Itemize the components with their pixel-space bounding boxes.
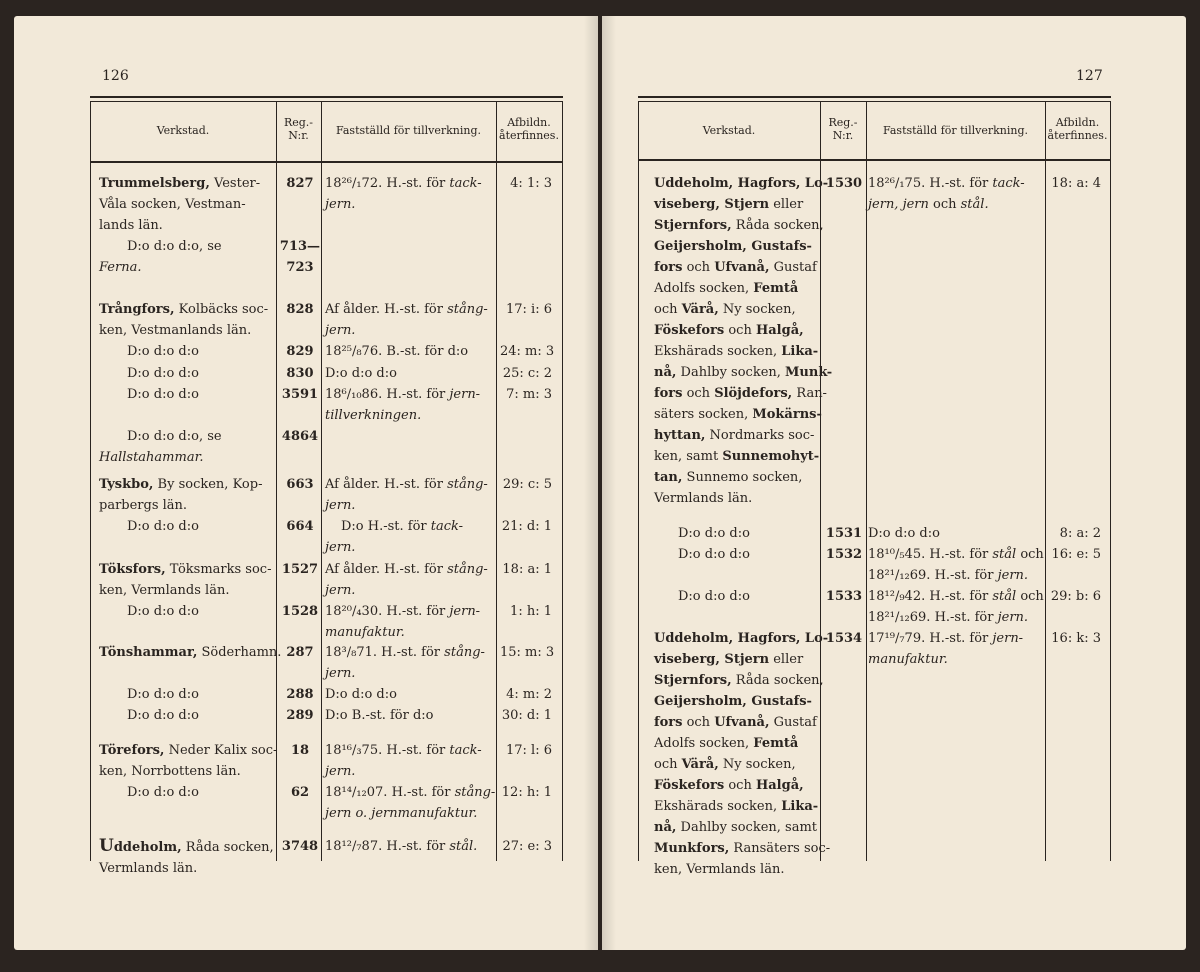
col-border-right bbox=[562, 101, 563, 861]
verk-name: Ufvanå, bbox=[714, 260, 770, 275]
reg-number: 4864 bbox=[281, 429, 319, 444]
verk-text: Ny socken, bbox=[718, 302, 796, 317]
faststald-italic: jern. bbox=[325, 764, 356, 779]
verk-name: Geijersholm, Gustafs- bbox=[654, 694, 812, 709]
reg-part: 713— bbox=[279, 239, 321, 254]
faststald-italic: jern. bbox=[325, 197, 356, 212]
verk-text: Töksmarks soc- bbox=[165, 562, 272, 577]
verk-line bbox=[654, 488, 820, 509]
reg-number: 1531 bbox=[825, 526, 863, 541]
faststald-italic: jern- bbox=[449, 604, 481, 619]
verk-name: Stjernfors, bbox=[654, 218, 732, 233]
verk-name: Lika- bbox=[781, 799, 819, 814]
verk-name: fors bbox=[654, 386, 683, 401]
faststald-text: 18¹²/₇87. H.-st. för bbox=[325, 839, 450, 854]
top-rule-thin bbox=[638, 101, 1111, 102]
faststald-text: 18³/₈71. H.-st. för bbox=[325, 645, 445, 660]
faststald-italic: stål. bbox=[449, 839, 478, 854]
verk-line bbox=[654, 733, 820, 754]
verk-line bbox=[654, 383, 827, 404]
right-page bbox=[602, 16, 1186, 950]
verkstad-cell bbox=[99, 299, 275, 341]
header-reg: Reg.- N:r. bbox=[283, 116, 314, 142]
header-verkstad: Verkstad. bbox=[156, 124, 210, 137]
verk-name: Stjernfors, bbox=[654, 673, 732, 688]
faststald-cell bbox=[325, 684, 497, 705]
verk-text: Ransäters soc- bbox=[729, 841, 831, 856]
ditto-text: D:o d:o d:o bbox=[127, 687, 199, 702]
verk-text: Sunnemo socken, bbox=[682, 470, 803, 485]
verk-line bbox=[654, 467, 820, 488]
verk-text: Vester- bbox=[209, 176, 261, 191]
verk-line bbox=[654, 215, 824, 236]
verk-initial: U bbox=[99, 836, 114, 856]
verk-line bbox=[654, 670, 824, 691]
faststald-italic: stål bbox=[992, 589, 1017, 604]
faststald-cell bbox=[325, 384, 497, 426]
faststald-text: och bbox=[1016, 547, 1044, 562]
gutter-shadow bbox=[602, 16, 616, 950]
verk-name: Ufvanå, bbox=[714, 715, 770, 730]
top-rule-thin bbox=[90, 101, 563, 102]
ditto-text: D:o d:o d:o bbox=[678, 526, 750, 541]
faststald-text: Af ålder. H.-st. för bbox=[325, 302, 448, 317]
faststald-text: D:o d:o d:o bbox=[325, 687, 397, 702]
verk-line bbox=[654, 404, 820, 425]
afbildn-ref: 18: a: 1 bbox=[502, 562, 552, 577]
faststald-italic: jern. bbox=[997, 568, 1029, 583]
faststald-italic: jern. bbox=[325, 540, 356, 555]
verk-text: Råda socken, bbox=[181, 840, 274, 855]
ditto-text: D:o d:o d:o, se bbox=[127, 429, 222, 444]
reg-number: 830 bbox=[286, 366, 314, 381]
verk-name: nå, bbox=[654, 820, 677, 835]
verk-name: Femtå bbox=[753, 736, 799, 751]
verk-name: Femtå bbox=[753, 281, 799, 296]
verk-text: Vermlands län. bbox=[99, 861, 198, 876]
faststald-italic: stål bbox=[992, 547, 1017, 562]
faststald-text: 18¹²/₉42. H.-st. för bbox=[868, 589, 993, 604]
verk-name: Munk- bbox=[785, 365, 833, 380]
verk-name: Munkfors, bbox=[654, 841, 730, 856]
verk-italic: Ferna. bbox=[99, 260, 142, 275]
verk-name: Föskefors bbox=[654, 778, 725, 793]
faststald-text: D:o d:o d:o bbox=[325, 366, 397, 381]
top-rule bbox=[90, 96, 563, 98]
ditto-text: D:o d:o d:o bbox=[678, 547, 750, 562]
verk-name: Tyskbo, bbox=[99, 477, 154, 492]
verk-name: Slöjdefors, bbox=[714, 386, 793, 401]
faststald-text: 18¹⁶/₃75. H.-st. för bbox=[325, 743, 450, 758]
reg-number: 827 bbox=[286, 176, 314, 191]
faststald-italic: tack- bbox=[992, 176, 1025, 191]
verk-text: Dahlby socken, bbox=[676, 365, 786, 380]
afbildn-ref: 30: d: 1 bbox=[501, 708, 552, 723]
faststald-cell bbox=[325, 299, 497, 341]
verkstad-cell bbox=[99, 363, 275, 384]
reg-number: 1534 bbox=[825, 631, 863, 646]
verk-text: ken, Norrbottens län. bbox=[99, 764, 241, 779]
faststald-text: 18¹⁰/₅45. H.-st. för bbox=[868, 547, 993, 562]
verkstad-cell bbox=[654, 523, 820, 544]
faststald-italic: stål. bbox=[960, 197, 989, 212]
faststald-cell bbox=[325, 740, 497, 782]
afbildn-ref: 16: e: 5 bbox=[1051, 547, 1101, 562]
verk-line bbox=[654, 257, 820, 278]
verk-text: Nordmarks soc- bbox=[705, 428, 815, 443]
verk-name: Törefors, bbox=[99, 743, 165, 758]
faststald-cell bbox=[325, 782, 497, 824]
afbildn-ref: 17: i: 6 bbox=[506, 302, 552, 317]
ditto-text: D:o d:o d:o, se bbox=[127, 239, 222, 254]
verk-name: Uddeholm, Hagfors, Lo- bbox=[654, 176, 829, 191]
verk-line bbox=[654, 628, 829, 649]
faststald-cell bbox=[325, 516, 497, 558]
verk-name: Uddeholm, Hagfors, Lo- bbox=[654, 631, 829, 646]
verk-text: lands län. bbox=[99, 218, 163, 233]
afbildn-ref: 17: l: 6 bbox=[506, 743, 552, 758]
verk-line bbox=[654, 299, 820, 320]
verk-text: och bbox=[682, 260, 715, 275]
reg-number: 289 bbox=[286, 708, 314, 723]
faststald-text: D:o H.-st. för bbox=[341, 519, 431, 534]
verkstad-cell bbox=[99, 173, 275, 236]
afbildn-ref: 27: e: 3 bbox=[502, 839, 552, 854]
verk-text: Ekshärads socken, bbox=[654, 344, 782, 359]
verk-text: och bbox=[682, 386, 715, 401]
faststald-cell bbox=[325, 363, 497, 384]
left-page bbox=[14, 16, 598, 950]
verk-line bbox=[654, 341, 820, 362]
verk-line bbox=[654, 712, 820, 733]
verk-text: Kolbäcks soc- bbox=[174, 302, 269, 317]
verkstad-cell bbox=[99, 341, 275, 362]
faststald-text: D:o B.-st. för d:o bbox=[325, 708, 434, 723]
verkstad-cell bbox=[654, 173, 833, 509]
verk-name: Lika- bbox=[781, 344, 819, 359]
verk-text: ken, samt bbox=[654, 449, 723, 464]
faststald-text: 17¹⁹/₇79. H.-st. för bbox=[868, 631, 993, 646]
reg-number: 663 bbox=[286, 477, 314, 492]
faststald-italic: jern o. jernmanufaktur. bbox=[325, 806, 478, 821]
ditto-text: D:o d:o d:o bbox=[678, 589, 750, 604]
faststald-italic: tack- bbox=[430, 519, 464, 534]
verkstad-cell bbox=[99, 740, 278, 782]
verk-text: säters socken, bbox=[654, 407, 753, 422]
ditto-text: D:o d:o d:o bbox=[127, 387, 199, 402]
verk-line bbox=[654, 754, 820, 775]
faststald-text: Af ålder. H.-st. för bbox=[325, 477, 448, 492]
verk-text: och bbox=[724, 778, 756, 793]
verk-name: Halgå, bbox=[755, 323, 804, 338]
verk-line bbox=[654, 775, 820, 796]
faststald-text: 18¹⁴/₁₂07. H.-st. för bbox=[325, 785, 455, 800]
afbildn-ref: 4: 1: 3 bbox=[510, 176, 552, 191]
verk-text: Söderhamn. bbox=[197, 645, 282, 660]
verk-text: Adolfs socken, bbox=[654, 736, 754, 751]
faststald-italic: jern. bbox=[325, 498, 356, 513]
verk-text: Ekshärads socken, bbox=[654, 799, 782, 814]
verk-text: och bbox=[654, 302, 682, 317]
verk-name: Mokärns- bbox=[752, 407, 822, 422]
verk-line bbox=[654, 691, 820, 712]
afbildn-ref: 21: d: 1 bbox=[501, 519, 552, 534]
ditto-text: D:o d:o d:o bbox=[127, 785, 199, 800]
faststald-text: 18²⁶/₁75. H.-st. för bbox=[868, 176, 993, 191]
verk-name: viseberg, Stjern bbox=[654, 197, 770, 212]
gutter-shadow bbox=[584, 16, 598, 950]
reg-number: 1528 bbox=[281, 604, 319, 619]
reg-number: 1527 bbox=[281, 562, 319, 577]
col-divider-verkstad bbox=[820, 101, 821, 861]
verk-text: ken, Vestmanlands län. bbox=[99, 323, 252, 338]
verkstad-cell bbox=[99, 836, 275, 879]
verkstad-cell bbox=[654, 544, 820, 565]
faststald-cell bbox=[325, 341, 497, 362]
verk-text: Vermlands län. bbox=[654, 491, 753, 506]
verk-name: Värå, bbox=[681, 302, 719, 317]
verk-line bbox=[654, 194, 820, 215]
verkstad-cell bbox=[654, 586, 820, 607]
afbildn-ref: 25: c: 2 bbox=[502, 366, 552, 381]
faststald-italic: manufaktur. bbox=[868, 652, 948, 667]
faststald-cell bbox=[325, 601, 497, 643]
verk-text: Ran- bbox=[792, 386, 827, 401]
header-faststald: Fastställd för tillverkning. bbox=[882, 124, 1028, 137]
ditto-text: D:o d:o d:o bbox=[127, 344, 199, 359]
verk-text: Neder Kalix soc- bbox=[164, 743, 278, 758]
ditto-text: D:o d:o d:o bbox=[127, 366, 199, 381]
faststald-italic: stång- bbox=[454, 785, 496, 800]
verk-line bbox=[654, 425, 820, 446]
faststald-text: och bbox=[1016, 589, 1044, 604]
verk-name: Halgå, bbox=[755, 778, 804, 793]
verk-text: och bbox=[682, 715, 715, 730]
verk-name: tan, bbox=[654, 470, 683, 485]
verkstad-cell bbox=[99, 426, 275, 468]
verk-text: Ny socken, bbox=[718, 757, 796, 772]
faststald-text: 18⁶/₁₀86. H.-st. för bbox=[325, 387, 450, 402]
verk-text: eller bbox=[769, 652, 804, 667]
verk-name: Trummelsberg, bbox=[99, 176, 210, 191]
header-rule bbox=[90, 161, 563, 163]
faststald-text: 18²¹/₁₂69. H.-st. för bbox=[868, 610, 998, 625]
reg-part: 723 bbox=[286, 260, 314, 275]
faststald-cell bbox=[868, 586, 1044, 628]
verkstad-cell bbox=[99, 601, 275, 622]
ditto-text: D:o d:o d:o bbox=[127, 519, 199, 534]
faststald-italic: tillverkningen. bbox=[325, 408, 422, 423]
verk-text: och bbox=[724, 323, 756, 338]
faststald-cell bbox=[325, 173, 497, 215]
faststald-cell bbox=[325, 705, 497, 726]
reg-number: 3748 bbox=[281, 839, 319, 854]
verkstad-cell bbox=[99, 705, 275, 726]
header-verkstad: Verkstad. bbox=[702, 124, 756, 137]
reg-number: 288 bbox=[286, 687, 314, 702]
faststald-text: D:o d:o d:o bbox=[868, 526, 940, 541]
faststald-italic: jern. bbox=[325, 666, 356, 681]
faststald-italic: jern- bbox=[449, 387, 481, 402]
verk-text: ken, Vermlands län. bbox=[654, 862, 785, 877]
verk-line bbox=[654, 859, 820, 880]
reg-number: 287 bbox=[286, 645, 314, 660]
verkstad-cell bbox=[99, 559, 275, 601]
verk-line bbox=[654, 649, 820, 670]
verk-text: Våla socken, Vestman- bbox=[99, 197, 246, 212]
page-number: 126 bbox=[102, 68, 129, 84]
afbildn-ref: 24: m: 3 bbox=[500, 344, 555, 359]
verk-name: fors bbox=[654, 715, 683, 730]
faststald-italic: jern, jern bbox=[868, 197, 929, 212]
faststald-italic: jern. bbox=[997, 610, 1029, 625]
verkstad-cell bbox=[99, 474, 275, 516]
verk-line bbox=[654, 173, 829, 194]
faststald-text: Af ålder. H.-st. för bbox=[325, 562, 448, 577]
faststald-text: 18²¹/₁₂69. H.-st. för bbox=[868, 568, 998, 583]
verk-name: Föskefors bbox=[654, 323, 725, 338]
afbildn-ref: 8: a: 2 bbox=[1059, 526, 1101, 541]
header-afbildn: Afbildn. återfinnes. bbox=[1047, 116, 1108, 142]
faststald-italic: jern- bbox=[992, 631, 1024, 646]
verk-name: hyttan, bbox=[654, 428, 706, 443]
faststald-cell bbox=[868, 628, 1044, 670]
reg-number bbox=[277, 236, 323, 278]
verk-text: eller bbox=[769, 197, 804, 212]
afbildn-ref: 7: m: 3 bbox=[506, 387, 552, 402]
faststald-cell bbox=[868, 544, 1044, 586]
afbildn-ref: 12: h: 1 bbox=[501, 785, 552, 800]
verkstad-cell bbox=[99, 642, 282, 663]
afbildn-ref: 4: m: 2 bbox=[506, 687, 552, 702]
reg-number: 1530 bbox=[825, 176, 863, 191]
reg-number: 1533 bbox=[825, 589, 863, 604]
verk-line bbox=[654, 817, 820, 838]
reg-number: 3591 bbox=[281, 387, 319, 402]
verk-text: och bbox=[654, 757, 682, 772]
faststald-cell bbox=[325, 642, 497, 684]
verk-line bbox=[654, 446, 820, 467]
verk-text: Gustaf bbox=[769, 260, 817, 275]
verk-name: Sunnemohyt- bbox=[722, 449, 820, 464]
verk-line bbox=[654, 278, 820, 299]
verk-text: Gustaf bbox=[769, 715, 817, 730]
col-divider-reg bbox=[866, 101, 867, 861]
verk-text: Råda socken, bbox=[731, 673, 824, 688]
header-faststald: Fastställd för tillverkning. bbox=[335, 124, 481, 137]
faststald-text: 18²⁰/₄30. H.-st. för bbox=[325, 604, 450, 619]
afbildn-ref: 15: m: 3 bbox=[500, 645, 555, 660]
faststald-italic: stång- bbox=[444, 645, 485, 660]
ditto-text: D:o d:o d:o bbox=[127, 604, 199, 619]
afbildn-ref: 29: b: 6 bbox=[1050, 589, 1101, 604]
reg-number: 62 bbox=[290, 785, 310, 800]
verkstad-cell bbox=[99, 516, 275, 537]
verk-name: viseberg, Stjern bbox=[654, 652, 770, 667]
verk-line bbox=[654, 320, 820, 341]
afbildn-ref: 29: c: 5 bbox=[502, 477, 552, 492]
verk-name: Värå, bbox=[681, 757, 719, 772]
verkstad-cell bbox=[99, 782, 275, 803]
reg-number: 18 bbox=[290, 743, 310, 758]
faststald-italic: jern. bbox=[325, 583, 356, 598]
verk-name: ddeholm, bbox=[113, 840, 182, 855]
page-number: 127 bbox=[1076, 68, 1103, 84]
faststald-cell bbox=[325, 836, 497, 857]
faststald-italic: tack- bbox=[449, 743, 482, 758]
faststald-cell bbox=[325, 474, 497, 516]
reg-number: 1532 bbox=[825, 547, 863, 562]
faststald-italic: manufaktur. bbox=[325, 625, 405, 640]
verkstad-cell bbox=[654, 628, 831, 880]
ditto-text: D:o d:o d:o bbox=[127, 708, 199, 723]
verk-line bbox=[654, 838, 831, 859]
faststald-italic: stång- bbox=[447, 562, 488, 577]
verk-text: Dahlby socken, samt bbox=[676, 820, 818, 835]
faststald-italic: stång- bbox=[447, 477, 488, 492]
verk-name: nå, bbox=[654, 365, 677, 380]
faststald-italic: jern. bbox=[325, 323, 356, 338]
faststald-text: 18²⁵/₈76. B.-st. för d:o bbox=[325, 344, 469, 359]
verk-text: ken, Vermlands län. bbox=[99, 583, 230, 598]
reg-number: 828 bbox=[286, 302, 314, 317]
verk-name: Tönshammar, bbox=[99, 645, 198, 660]
reg-number: 829 bbox=[286, 344, 314, 359]
faststald-cell bbox=[325, 559, 497, 601]
header-reg: Reg.- N:r. bbox=[828, 116, 858, 142]
faststald-text: och bbox=[928, 197, 961, 212]
col-border-left bbox=[90, 101, 91, 861]
afbildn-ref: 1: h: 1 bbox=[510, 604, 552, 619]
verk-line bbox=[654, 362, 833, 383]
faststald-cell bbox=[868, 173, 1044, 215]
verk-text: Råda socken, bbox=[731, 218, 824, 233]
verk-line bbox=[654, 236, 820, 257]
verk-name: fors bbox=[654, 260, 683, 275]
verk-name: Geijersholm, Gustafs- bbox=[654, 239, 812, 254]
verk-text: Adolfs socken, bbox=[654, 281, 754, 296]
reg-number: 664 bbox=[286, 519, 314, 534]
header-rule bbox=[638, 159, 1111, 161]
faststald-italic: stång- bbox=[447, 302, 488, 317]
verkstad-cell bbox=[99, 684, 275, 705]
verk-name: Trångfors, bbox=[99, 302, 175, 317]
verk-text: By socken, Kop- bbox=[153, 477, 263, 492]
col-border-right bbox=[1110, 101, 1111, 861]
faststald-italic: tack- bbox=[449, 176, 482, 191]
faststald-text: 18²⁶/₁72. H.-st. för bbox=[325, 176, 450, 191]
verk-text: parbergs län. bbox=[99, 498, 188, 513]
col-border-left bbox=[638, 101, 639, 861]
verkstad-cell bbox=[99, 236, 275, 278]
afbildn-ref: 18: a: 4 bbox=[1051, 176, 1101, 191]
header-afbildn: Afbildn. återfinnes. bbox=[499, 116, 559, 142]
verk-italic: Hallstahammar. bbox=[99, 450, 204, 465]
verk-name: Töksfors, bbox=[99, 562, 166, 577]
col-divider-faststald bbox=[1045, 101, 1046, 861]
afbildn-ref: 16: k: 3 bbox=[1051, 631, 1101, 646]
verkstad-cell bbox=[99, 384, 275, 405]
verk-line bbox=[654, 796, 820, 817]
faststald-cell bbox=[868, 523, 1044, 544]
top-rule bbox=[638, 96, 1111, 98]
